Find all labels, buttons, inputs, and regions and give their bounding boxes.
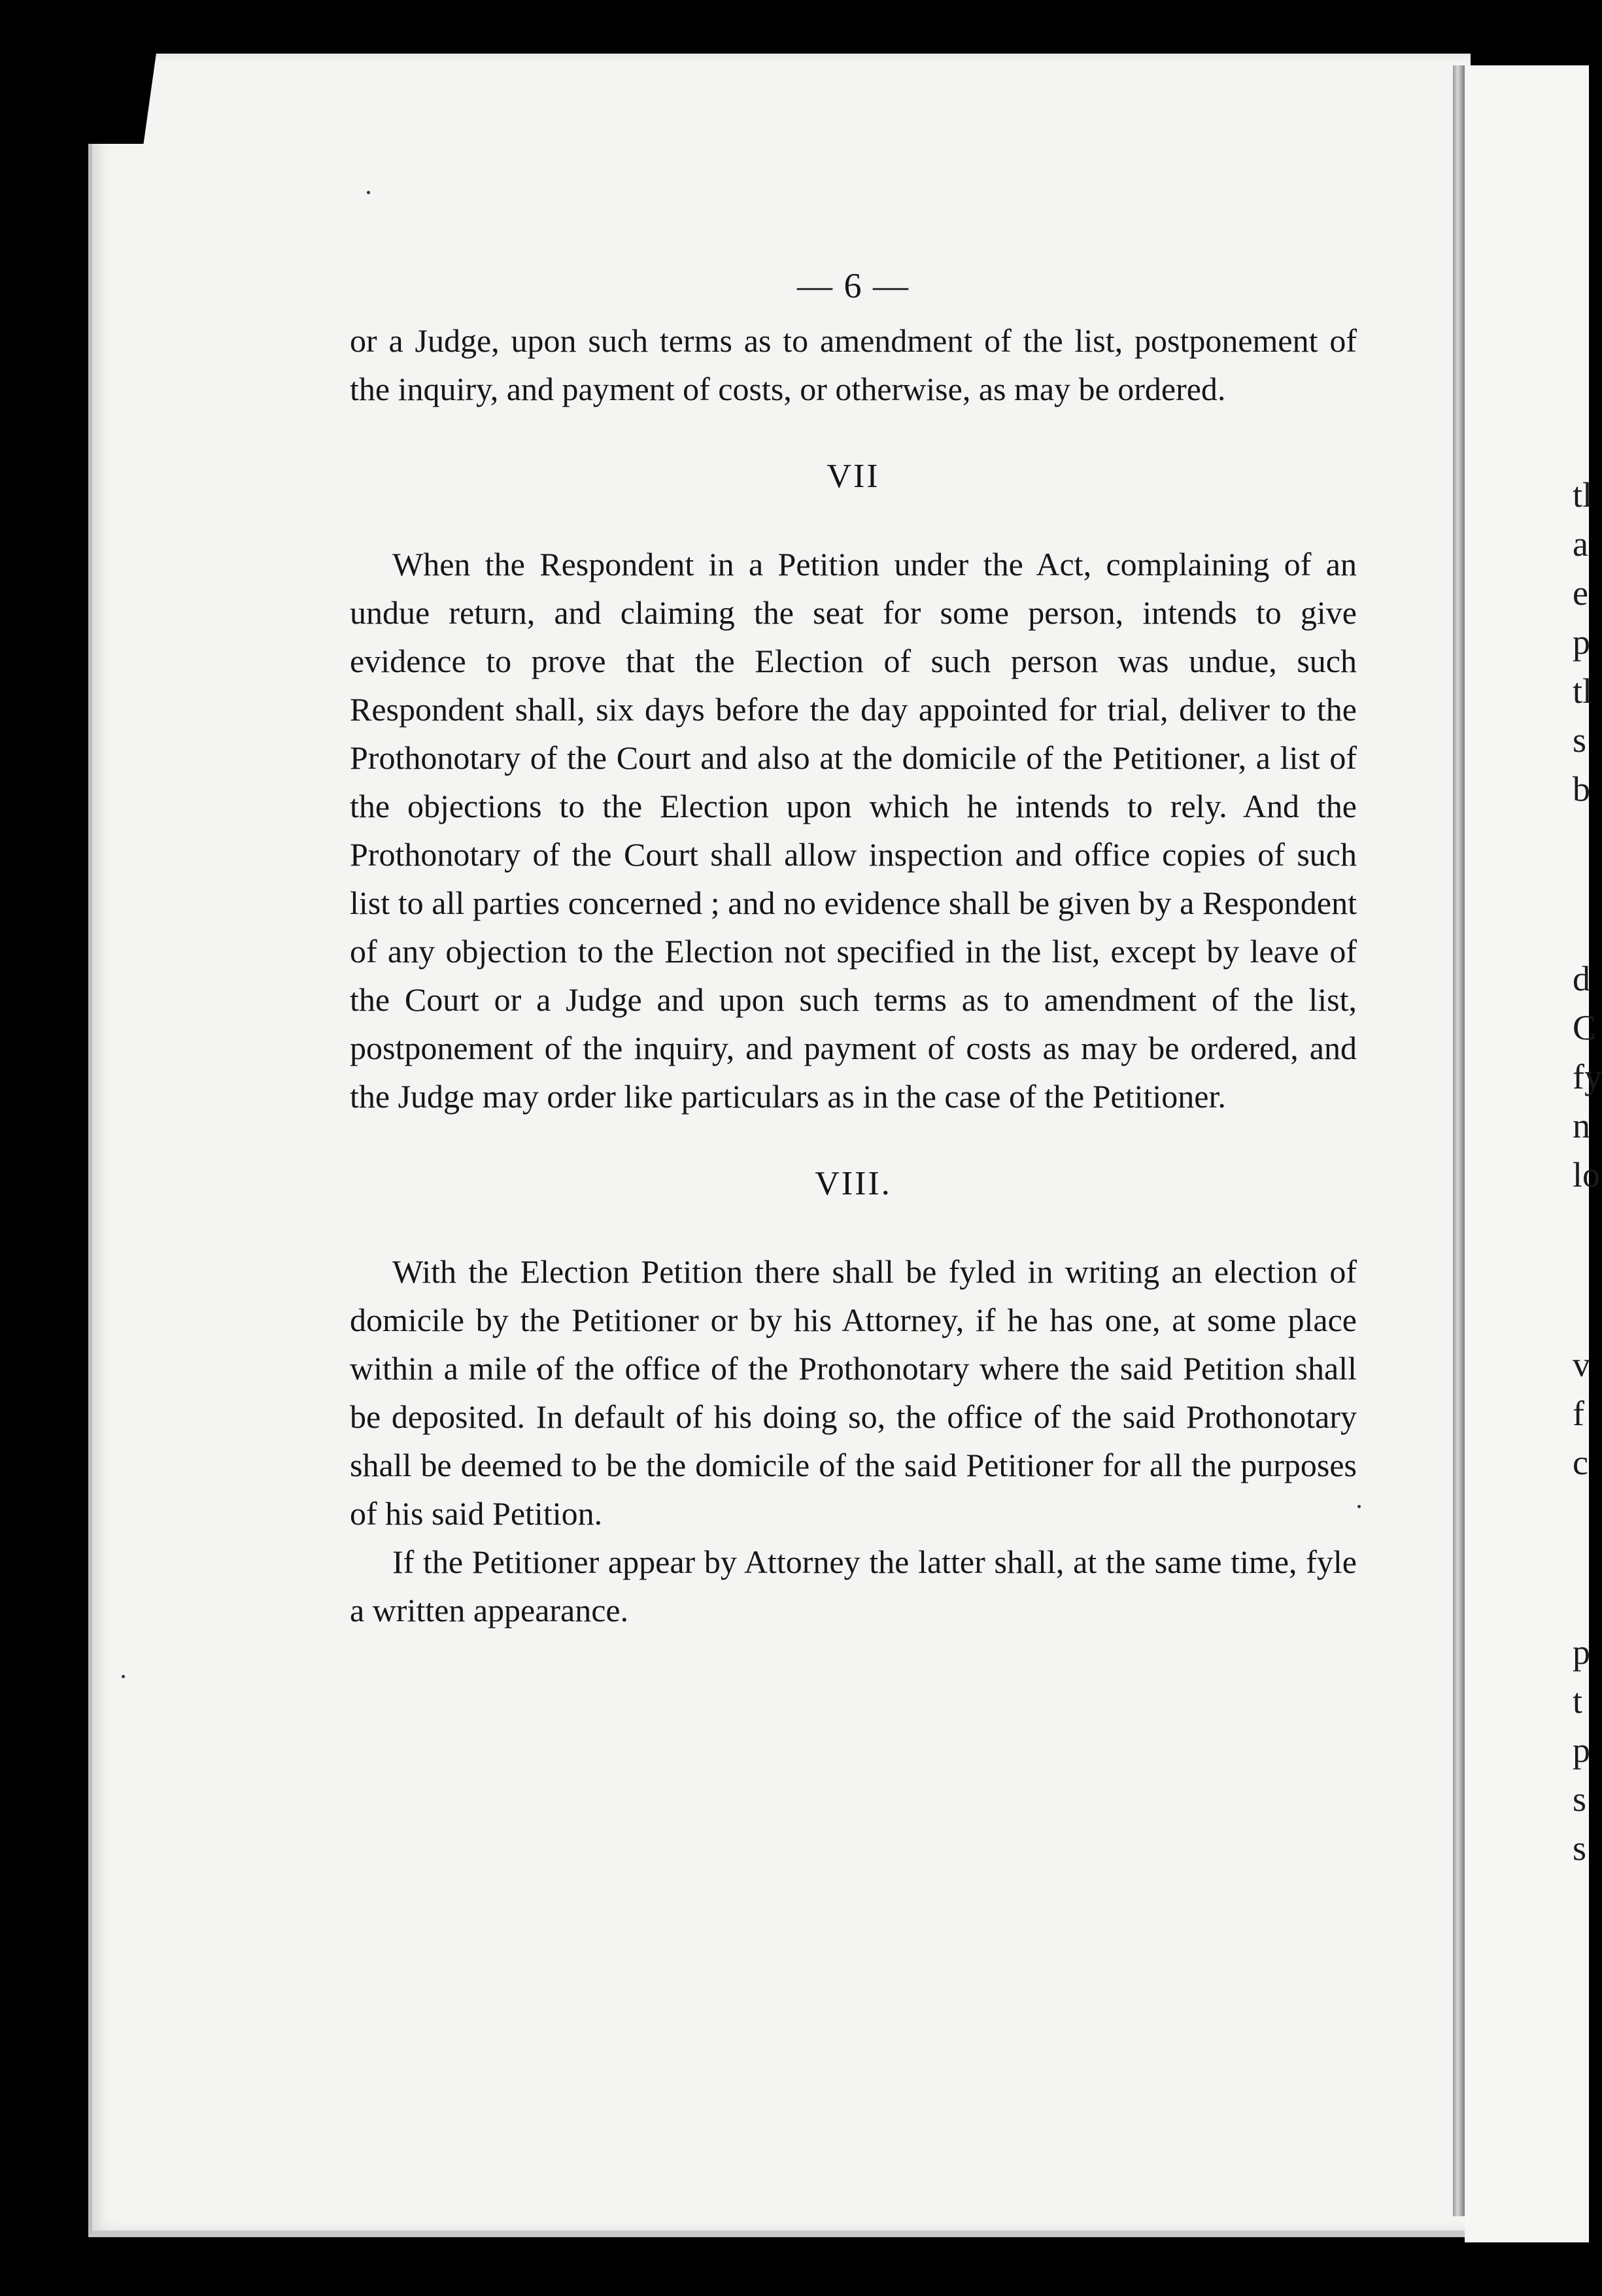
next-page-fragment: n [1573, 1106, 1590, 1145]
section-viii-paragraph: With the Election Petition there shall be fyled in writing an election of domicile by the Petitioner or by his Attorney, if he has one, at some place within a mile of the office of the Prothonotary where the said Petition shall be deposited. In default of his doing so, the office of the said Prothonotary shall be deemed to be the domicile of the said Petitioner for all the purposes of his said Petition. [350, 1253, 1357, 1532]
dust-speck [1357, 1505, 1361, 1508]
next-page-fragment: lo [1573, 1155, 1601, 1194]
next-page-fragment: f [1573, 1394, 1584, 1433]
section-vii-paragraph: When the Respondent in a Petition under the Act, complaining of an undue return, and claiming the seat for some person, intends to give evidence to prove that the Election of such person was undue, such Respondent shall, six days before the day appointed for trial, deliver to the Prothonotary of the Court and also at the domicile of the Petitioner, a list of the objections to the Election upon which he intends to rely. And the Prothonotary of the Court shall allow inspection and office copies of such list to all parties concerned ; and no evidence shall be given by a Respondent of any objection to the Election not specified in the list, except by leave of the Court or a Judge and upon such terms as to amendment of the list, postponement of the inquiry, and payment of costs as may be ordered, and the Judge may order like particulars as in the case of the Petitioner. [350, 546, 1357, 1115]
next-page-fragment: e [1573, 573, 1588, 613]
next-page-fragment: tl [1573, 671, 1593, 711]
dust-speck [367, 191, 370, 194]
next-page-fragment: p [1573, 1632, 1590, 1672]
next-page-fragment: d [1573, 959, 1590, 998]
next-page-fragment: a [1573, 524, 1588, 564]
next-page-fragment: b [1573, 769, 1590, 809]
binding-gutter [1453, 65, 1465, 2216]
page-number: — 6 — [797, 266, 910, 305]
next-page-fragment: t [1573, 1681, 1583, 1721]
next-page-fragment: s [1573, 720, 1587, 760]
page-corner-shadow [65, 46, 157, 144]
page-text [350, 262, 1357, 1634]
next-page-fragment: v [1573, 1345, 1590, 1384]
section-heading-vii: VII [827, 458, 880, 495]
next-page-fragment: p [1573, 622, 1590, 662]
next-page-edge [1465, 65, 1602, 2242]
next-page-fragment: s [1573, 1780, 1587, 1819]
section-heading-viii: VIII. [815, 1165, 892, 1202]
next-page-fragment: s [1573, 1829, 1587, 1868]
next-page-fragment: c [1573, 1443, 1588, 1482]
next-page-fragment: p [1573, 1730, 1590, 1770]
next-page-fragment: fy [1573, 1057, 1602, 1096]
continuation-paragraph: or a Judge, upon such terms as to amendment of the list, postponement of the inquiry, and payment of costs, or otherwise, as may be ordered. [350, 322, 1357, 407]
section-viii-paragraph: If the Petitioner appear by Attorney the latter shall, at the same time, fyle a written appearance. [350, 1544, 1357, 1629]
dust-speck [122, 1675, 125, 1678]
next-page-fragment: tl [1573, 475, 1593, 515]
next-page-fragment: C [1573, 1008, 1597, 1047]
